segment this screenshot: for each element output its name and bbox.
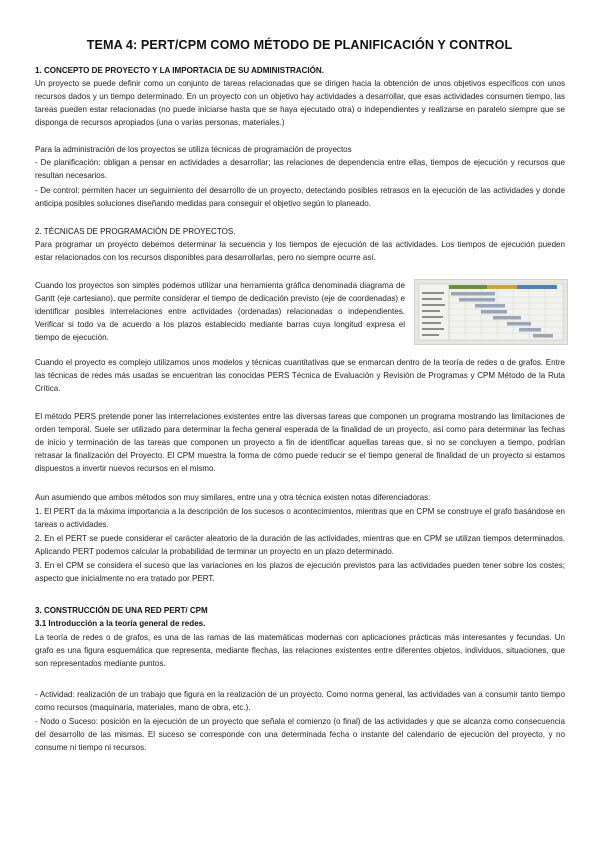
section-3-subheading-text: 3.1 Introducción a la teoría general de redes.: [35, 619, 206, 628]
section-2-list-item-1: [35, 505, 565, 531]
section-3-subheading: [35, 617, 565, 630]
section-2-paragraph-4: [35, 410, 565, 475]
paragraph: Aun asumiendo que ambos métodos son muy similares, entre una y otra técnica existen notas diferenciadoras:: [35, 493, 431, 502]
gantt-chart-image: [414, 279, 568, 345]
paragraph: Para la administración de los proyectos se utiliza técnicas de programación de proyectos: [35, 145, 352, 154]
paragraph: - Actividad: realización de un trabajo que figura en la realización de un proyecto. Como norma general, las actividades van a consumir tanto tiempo como recursos (maquinaria, materiales, mano de obra, etc.).: [35, 690, 565, 712]
paragraph: Para programar un proyecto debemos determinar la secuencia y los tiempos de ejecución de las actividades. Los tiempos de ejecución pueden estar relacionados con los recursos disponibles para desarrollarlas, pero no siempre ocurre así.: [35, 240, 565, 262]
section-3-paragraph-1: [35, 631, 565, 670]
list-item: 1. El PERT da la máxima importancia a la descripción de los sucesos o acontecimientos, mientras que en CPM se construye el grafo basándose en tareas o actividades.: [35, 507, 565, 529]
gantt-chart-graphic: [415, 280, 567, 344]
section-3-heading: [35, 604, 565, 617]
section-2-list-item-3: [35, 559, 565, 585]
paragraph: Cuando el proyecto es complejo utilizamos unos modelos y técnicas cuantitativas que se enmarcan dentro de la teoría de redes o de grafos. Entre las técnicas de redes más usadas se encuentran las conocidas PERS Técnica de Evaluación y Revisión de Programas y CPM Método de la Ruta Crítica.: [35, 358, 565, 393]
section-1-paragraph-1: [35, 77, 565, 129]
section-1-paragraph-4: [35, 184, 565, 210]
paragraph: Cuando los proyectos son simples podemos utilizar una herramienta gráfica denominada diagrama de Gantt (eje cartesiano), que permite considerar el tiempo de dedicación previsto (eje de coordenadas) e identificar posibles interrelaciones entre actividades (ordenadas) relacionadas o independientes. Verificar si todo va de acuerdo a los plazos establecido mediante barras cuya longitud expresa el tiempo de ejecución.: [35, 281, 405, 342]
section-3-heading-text: 3. CONSTRUCCIÓN DE UNA RED PERT/ CPM: [35, 606, 208, 615]
section-2-heading-text: 2. TÉCNICAS DE PROGRAMACIÓN DE PROYECTOS.: [35, 227, 236, 236]
section-2-list-item-2: [35, 532, 565, 558]
section-1-paragraph-2: [35, 143, 565, 156]
document-title: TEMA 4: PERT/CPM COMO MÉTODO DE PLANIFICACIÓN Y CONTROL: [86, 38, 513, 52]
paragraph: - Nodo o Suceso: posición en la ejecución de un proyecto que señala el comienzo (o final) de las actividades y que se alcanza como consecuencia del desarrollo de las mismas. El suceso se corresponde con una determinada fecha o instante del calendario de ejecución del proyecto, y no consume ni tiempo ni recursos.: [35, 717, 565, 752]
section-2-paragraph-3: [35, 356, 565, 395]
paragraph: El método PERS pretende poner las interrelaciones existentes entre las diversas tareas que componen un programa mostrando las limitaciones de orden temporal. Suele ser utilizado para determinar la fecha general esperada de la finalidad de un proyecto, así como para determinar las fechas de inicio y terminación de las tareas que componen un proyecto a fin de identificar aquellas tareas que, si no se concluyen a tiempo, podrían retrasar la finalización del Proyecto. El CPM muestra la forma de cómo puede reducir se el tiempo general de finalidad de un proyecto si estamos dispuestos a invertir nuevos recursos en el mismo.: [35, 412, 565, 473]
list-item: 2. En el PERT se puede considerar el carácter aleatorio de la duración de las actividades, mientras que en CPM se utilizan tiempos determinados. Aplicando PERT podemos calcular la probabilidad de terminar un proyecto en un plazo determinado.: [35, 534, 565, 556]
section-2-paragraph-2: [35, 279, 405, 344]
section-3-paragraph-2: [35, 688, 565, 714]
section-2-paragraph-5: [35, 491, 565, 504]
section-2-paragraph-1: [35, 238, 565, 264]
list-item: 3. En el CPM se considera el suceso que las variaciones en los plazos de ejecución previstos para las actividades pueden tener sobre los costes; aspecto que inicialmente no era tratado por PERT.: [35, 561, 565, 583]
section-1-paragraph-3: [35, 156, 565, 182]
section-1-heading-text: 1. CONCEPTO DE PROYECTO Y LA IMPORTACIA DE SU ADMINISTRACIÓN.: [35, 66, 324, 75]
paragraph: Un proyecto se puede definir como un conjunto de tareas relacionadas que se dirigen hacia la obtención de unos objetivos específicos con unos recursos dados y un tiempo determinado. En un proyecto con un objetivo hay actividades a desarrollar, que esas actividades consumen tiempo, las tareas pueden estar relacionadas (no puede iniciarse hasta que se haya ejecutado otra) o independientes y realizarse en paralelo siempre que se disponga de recursos apropiados (una o varias personas, materiales.): [35, 79, 565, 127]
section-3-paragraph-3: [35, 715, 565, 754]
paragraph: - De control: permiten hacer un seguimiento del desarrollo de un proyecto, detectando posibles retrasos en la ejecución de las actividades y donde anticipa posibles soluciones diseñando medidas para conseguir el objetivo según lo planeado.: [35, 186, 565, 208]
section-1-heading: [35, 64, 565, 77]
paragraph: - De planificación: obligan a pensar en actividades a desarrollar; las relaciones de dependencia entre ellas, tiempos de ejecución y recursos que resultan necesarios.: [35, 158, 565, 180]
section-2-heading: [35, 225, 565, 238]
paragraph: La teoría de redes o de grafos, es una de las ramas de las matemáticas modernas con aplicaciones prácticas más interesantes y fecundas. Un grafo es una figura esquemática que representa, mediante flechas, las relaciones existentes entre diferentes objetos, individuos, situaciones, que son representados mediante puntos.: [35, 633, 565, 668]
